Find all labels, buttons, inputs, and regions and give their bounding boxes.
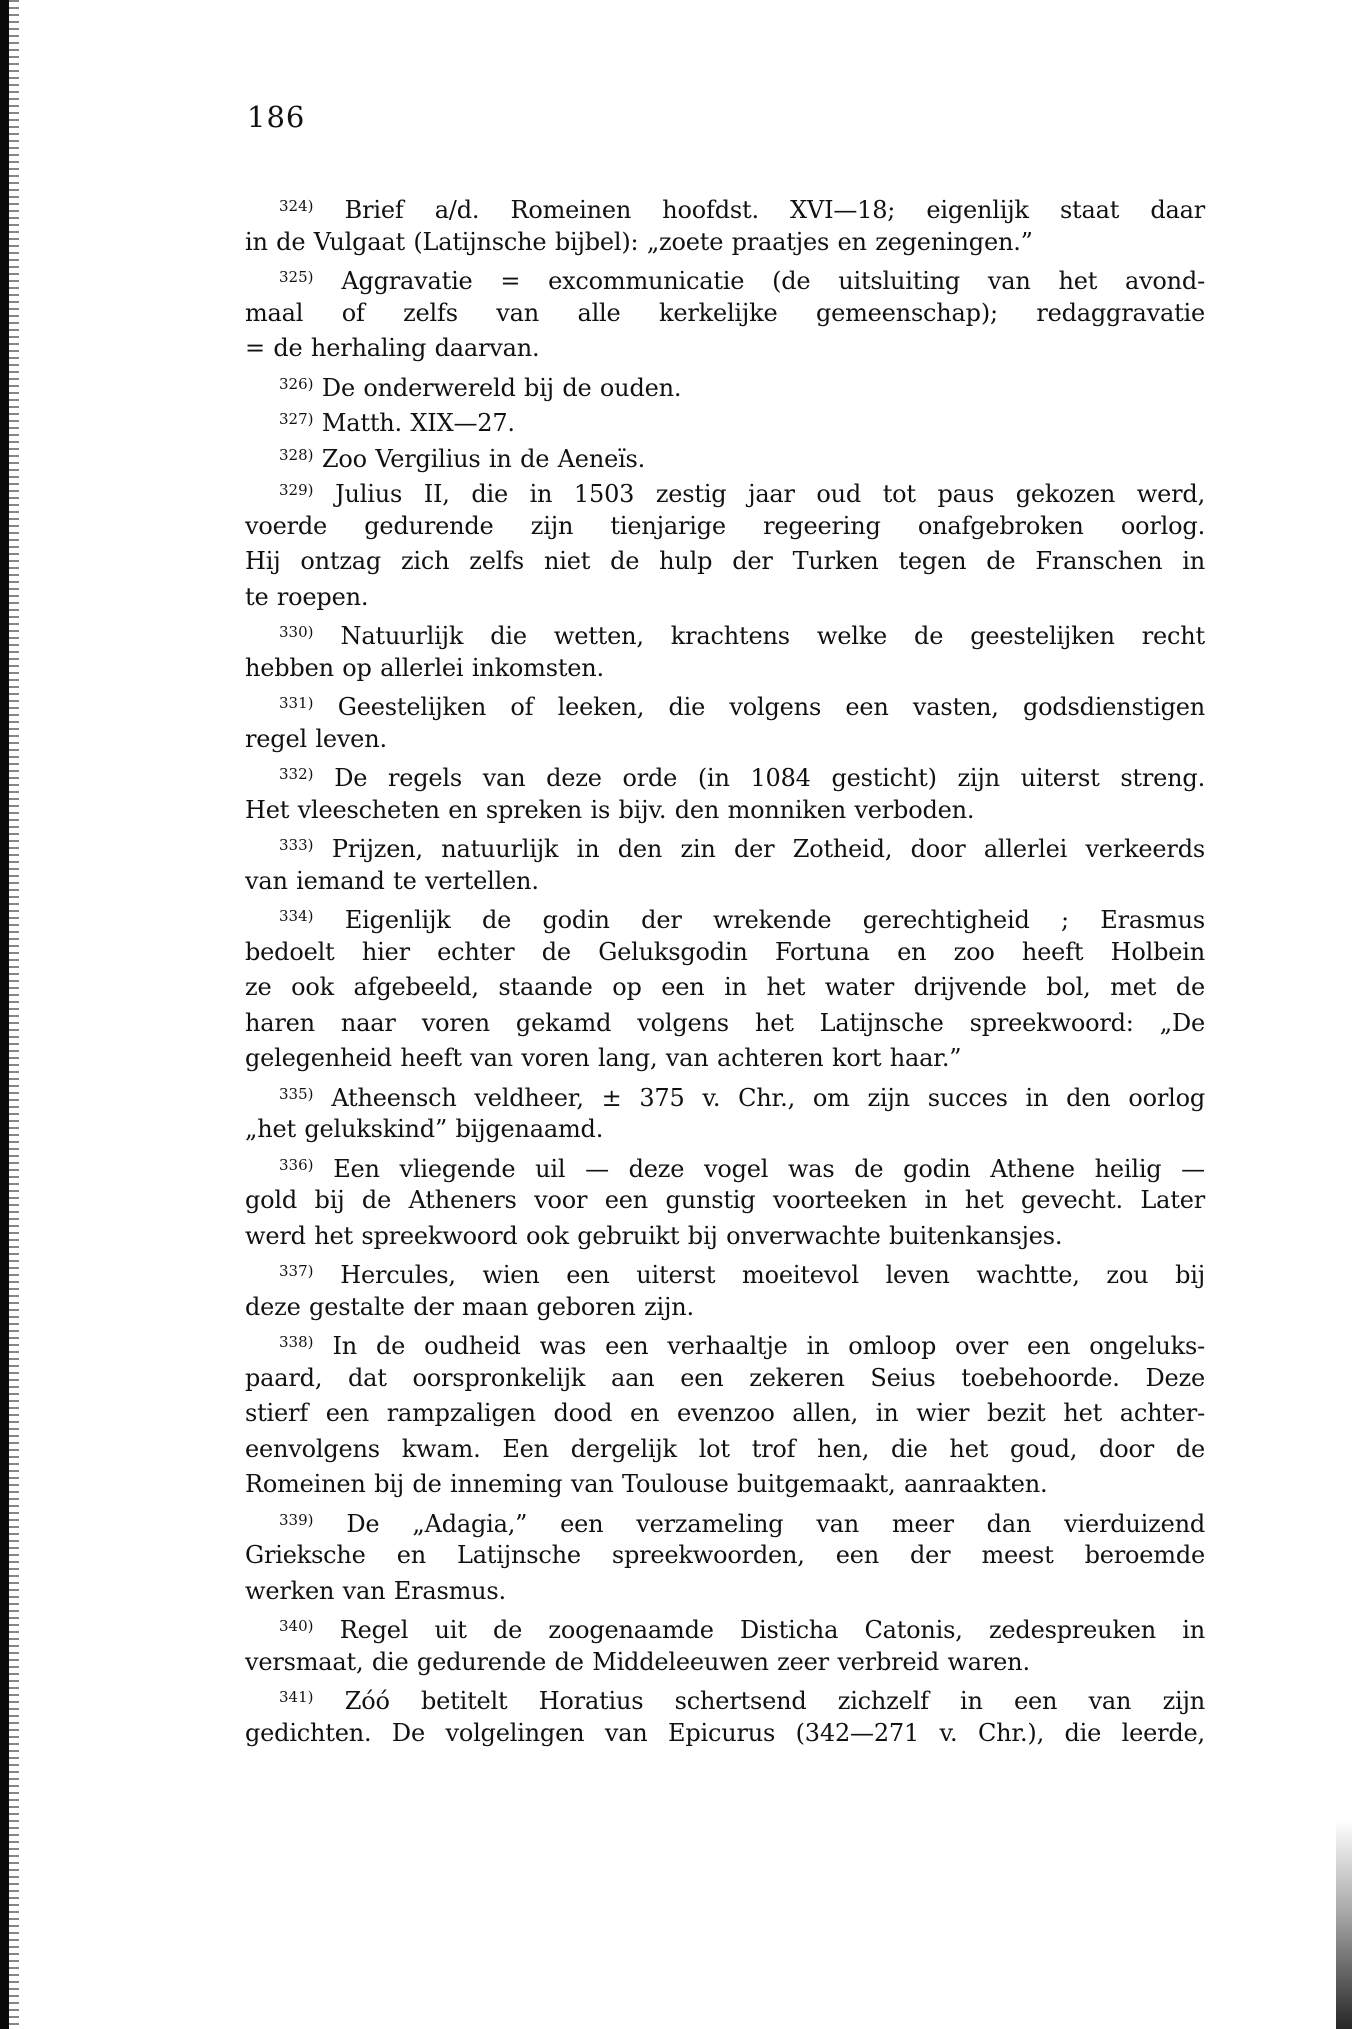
footnote-text: bedoelt hier echter de Geluksgodin Fortuna en zoo heeft Holbein xyxy=(245,937,1205,966)
footnote-first-line xyxy=(245,1680,1205,1716)
footnote-line xyxy=(245,331,1205,367)
footnote-line xyxy=(245,864,1205,900)
footnote-text: Hercules, wien een uiterst moeitevol leven wachtte, zou bij xyxy=(340,1261,1205,1289)
footnote-first-line xyxy=(245,757,1205,793)
footnote xyxy=(245,1148,1205,1255)
footnote-text: voerde gedurende zijn tienjarige regeering onafgebroken oorlog. xyxy=(245,511,1205,540)
footnote xyxy=(245,899,1205,1077)
footnote-text: eenvolgens kwam. Een dergelijk lot trof hen, die het goud, door de xyxy=(245,1434,1205,1463)
footnote-text: Prijzen, natuurlijk in den zin der Zotheid, door allerlei verkeerds xyxy=(331,835,1205,863)
footnote-line xyxy=(245,1183,1205,1219)
footnote-number: 328) xyxy=(279,445,314,464)
footnote-text: Julius II, die in 1503 zestig jaar oud tot paus gekozen werd, xyxy=(335,480,1205,508)
footnote-text: werd het spreekwoord ook gebruikt bij onverwachte buitenkansjes. xyxy=(245,1221,1063,1250)
footnote-first-line xyxy=(245,1254,1205,1290)
footnote-text: deze gestalte der maan geboren zijn. xyxy=(245,1292,694,1321)
footnote-text: Natuurlijk die wetten, krachtens welke de geestelijken recht xyxy=(340,622,1206,650)
footnote-number: 337) xyxy=(279,1262,314,1280)
footnote-text: De onderwereld bij de ouden. xyxy=(321,373,682,402)
footnote-first-line xyxy=(245,899,1205,935)
page-number: 186 xyxy=(247,100,306,134)
footnote-text: De regels van deze orde (in 1084 gesticht) zijn uiterst streng. xyxy=(334,764,1205,792)
footnote-line xyxy=(245,1396,1205,1432)
footnote-line xyxy=(245,651,1205,687)
footnote xyxy=(245,686,1205,757)
footnote-first-line xyxy=(245,1609,1205,1645)
footnote-text: Brief a/d. Romeinen hoofdst. XVI—18; eigenlijk staat daar xyxy=(344,196,1205,224)
footnote-line xyxy=(245,1574,1205,1610)
footnote-number: 325) xyxy=(279,268,314,286)
footnote-number: 339) xyxy=(279,1510,314,1529)
footnote xyxy=(245,828,1205,899)
footnote-line xyxy=(245,1361,1205,1397)
scan-binding-noise xyxy=(9,0,19,2029)
footnote-line xyxy=(245,1432,1205,1468)
footnote-line xyxy=(245,1112,1205,1148)
footnote xyxy=(245,1254,1205,1325)
footnote-number: 329) xyxy=(279,481,314,499)
footnote-text: Zoo Vergilius in de Aeneïs. xyxy=(321,444,646,473)
footnote xyxy=(245,1077,1205,1148)
footnote-line xyxy=(245,1219,1205,1255)
footnote-first-line xyxy=(245,438,1205,474)
footnote xyxy=(245,1503,1205,1610)
footnote-line xyxy=(245,296,1205,332)
footnote-line xyxy=(245,1041,1205,1077)
footnote-first-line xyxy=(245,828,1205,864)
footnote-number: 336) xyxy=(279,1155,314,1174)
footnote-text: regel leven. xyxy=(245,724,387,753)
footnote-text: gedichten. De volgelingen van Epicurus (342—271 v. Chr.), die leerde, xyxy=(245,1718,1205,1747)
footnote-text: te roepen. xyxy=(245,582,369,611)
footnote-line xyxy=(245,722,1205,758)
footnote-text: ze ook afgebeeld, staande op een in het water drijvende bol, met de xyxy=(245,973,1205,1001)
footnote-line xyxy=(245,1006,1205,1042)
footnote xyxy=(245,1609,1205,1680)
footnote-text: in de Vulgaat (Latijnsche bijbel): „zoete praatjes en zegeningen.” xyxy=(245,227,1033,256)
footnote-number: 340) xyxy=(279,1617,314,1635)
footnote xyxy=(245,402,1205,438)
footnote-first-line xyxy=(245,367,1205,403)
footnote-text: Romeinen bij de inneming van Toulouse buitgemaakt, aanraakten. xyxy=(245,1470,1048,1498)
scan-binding-shadow xyxy=(0,0,9,2029)
footnote-text: werken van Erasmus. xyxy=(245,1576,506,1605)
footnote-text: maal of zelfs van alle kerkelijke gemeenschap); redaggravatie xyxy=(245,298,1205,327)
footnote xyxy=(245,757,1205,828)
footnote-text: versmaat, die gedurende de Middeleeuwen zeer verbreid waren. xyxy=(245,1647,1030,1676)
footnote-text: stierf een rampzaligen dood en evenzoo allen, in wier bezit het achter- xyxy=(245,1399,1205,1427)
footnote-text: Grieksche en Latijnsche spreekwoorden, een der meest beroemde xyxy=(245,1541,1205,1569)
footnote-text: Eigenlijk de godin der wrekende gerechtigheid ; Erasmus xyxy=(344,906,1205,934)
footnote-text: Een vliegende uil — deze vogel was de godin Athene heilig — xyxy=(333,1154,1205,1183)
footnote xyxy=(245,260,1205,367)
footnotes-list xyxy=(245,189,1205,1751)
footnote-text: Atheensch veldheer, ± 375 v. Chr., om zijn succes in den oorlog xyxy=(331,1083,1205,1112)
footnote-text: „het gelukskind” bijgenaamd. xyxy=(245,1115,604,1143)
footnote-text: hebben op allerlei inkomsten. xyxy=(245,653,604,682)
footnote-first-line xyxy=(245,1077,1205,1113)
footnote-text: Zóó betitelt Horatius schertsend zichzelf in een van zijn xyxy=(344,1687,1205,1715)
footnote-text: Regel uit de zoogenaamde Disticha Catonis, zedespreuken in xyxy=(339,1616,1205,1644)
footnote-first-line xyxy=(245,615,1205,651)
footnote-number: 331) xyxy=(279,694,314,712)
footnote-first-line xyxy=(245,473,1205,509)
footnote xyxy=(245,438,1205,474)
footnote-line xyxy=(245,509,1205,545)
footnote-line xyxy=(245,1467,1205,1503)
footnote-number: 326) xyxy=(279,374,314,393)
footnote xyxy=(245,1325,1205,1503)
footnote-number: 332) xyxy=(279,765,314,783)
footnote-text: In de oudheid was een verhaaltje in omloop over een ongeluks- xyxy=(332,1332,1206,1360)
footnote-text: van iemand te vertellen. xyxy=(245,866,539,895)
scan-edge-noise xyxy=(1336,1820,1352,2029)
footnote xyxy=(245,1680,1205,1751)
footnote-number: 334) xyxy=(279,907,314,925)
footnote-number: 335) xyxy=(279,1084,314,1103)
footnote-first-line xyxy=(245,1503,1205,1539)
footnote-line xyxy=(245,1538,1205,1574)
footnote-number: 333) xyxy=(279,836,314,854)
footnote xyxy=(245,473,1205,615)
footnote-text: Hij ontzag zich zelfs niet de hulp der Turken tegen de Franschen in xyxy=(245,547,1205,575)
footnote-line xyxy=(245,544,1205,580)
footnote xyxy=(245,367,1205,403)
footnote xyxy=(245,615,1205,686)
footnote-number: 330) xyxy=(279,623,314,641)
footnote-number: 341) xyxy=(279,1688,314,1706)
footnote-first-line xyxy=(245,402,1205,438)
footnote-text: Geestelijken of leeken, die volgens een vasten, godsdienstigen xyxy=(337,693,1205,721)
footnote-first-line xyxy=(245,686,1205,722)
footnote-line xyxy=(245,793,1205,829)
footnote-line xyxy=(245,1716,1205,1752)
footnote-line xyxy=(245,580,1205,616)
footnote-number: 324) xyxy=(279,197,314,215)
footnote-line xyxy=(245,1290,1205,1326)
footnote-number: 338) xyxy=(279,1333,314,1351)
footnote-text: paard, dat oorspronkelijk aan een zekeren Seius toebehoorde. Deze xyxy=(245,1363,1205,1392)
footnote-first-line xyxy=(245,189,1205,225)
footnote-first-line xyxy=(245,1148,1205,1184)
footnote-number: 327) xyxy=(279,410,314,428)
footnote-text: Aggravatie = excommunicatie (de uitsluiting van het avond- xyxy=(341,267,1206,295)
footnote-line xyxy=(245,1645,1205,1681)
footnote-text: = de herhaling daarvan. xyxy=(245,334,540,362)
footnote-text: gold bij de Atheners voor een gunstig voorteeken in het gevecht. Later xyxy=(245,1186,1205,1214)
footnote-text: Het vleescheten en spreken is bijv. den monniken verboden. xyxy=(245,795,975,824)
footnote-text: De „Adagia,” een verzameling van meer dan vierduizend xyxy=(346,1509,1205,1538)
footnote-text: haren naar voren gekamd volgens het Latijnsche spreekwoord: „De xyxy=(245,1008,1205,1037)
footnote-first-line xyxy=(245,260,1205,296)
footnote-line xyxy=(245,970,1205,1006)
footnote xyxy=(245,189,1205,260)
footnote-line xyxy=(245,935,1205,971)
footnote-text: Matth. XIX—27. xyxy=(321,409,515,437)
footnote-line xyxy=(245,225,1205,261)
footnote-first-line xyxy=(245,1325,1205,1361)
footnote-text: gelegenheid heeft van voren lang, van achteren kort haar.” xyxy=(245,1044,962,1072)
